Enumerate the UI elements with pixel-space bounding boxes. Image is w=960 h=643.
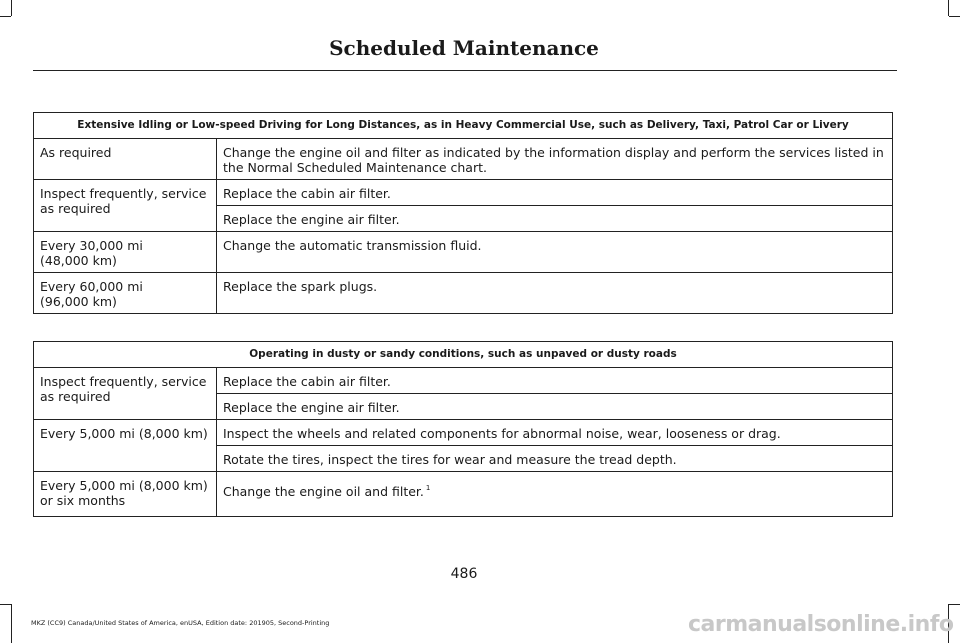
page-number: 486 [450,566,478,582]
title-divider [33,70,897,71]
action-cell: Rotate the tires, inspect the tires for wear and measure the tread depth. [217,446,893,472]
action-cell: Replace the engine air filter. [217,206,893,232]
interval-line: Every 60,000 mi [40,279,143,294]
maintenance-table-idling [33,112,893,314]
action-cell: Replace the cabin air filter. [217,180,893,206]
action-cell: Replace the spark plugs. [217,273,893,314]
crop-mark-bottom-right [949,604,960,605]
table-row [34,472,893,517]
interval-cell [34,472,217,517]
action-cell: Change the engine oil and filter as indicated by the information display and perform the services listed in the Normal Scheduled Maintenance chart. [217,139,893,180]
table-header: Extensive Idling or Low-speed Driving for Long Distances, as in Heavy Commercial Use, such as Delivery, Taxi, Patrol Car or Livery [34,113,893,139]
maintenance-table-dusty [33,341,893,517]
interval-cell [34,232,217,273]
action-cell: Inspect the wheels and related components for abnormal noise, wear, looseness or drag. [217,420,893,446]
interval-line: (96,000 km) [40,294,117,309]
interval-cell: Inspect frequently, service as required [34,180,217,232]
edition-footer: MKZ (CC9) Canada/United States of America, enUSA, Edition date: 201905, Second-Printing [31,619,330,627]
table-row [34,420,893,446]
crop-mark-bottom-left [0,604,11,605]
table-row [34,273,893,314]
interval-cell: Inspect frequently, service as required [34,368,217,420]
table-row [34,232,893,273]
interval-line: or six months [40,493,126,508]
action-cell [217,472,893,517]
watermark: carmanualsonline.info [688,612,954,637]
table-row [34,139,893,180]
page-title: Scheduled Maintenance [329,36,599,60]
table-row [34,180,893,206]
table-row [34,368,893,394]
crop-mark-bottom-left [11,604,12,643]
action-cell: Replace the cabin air filter. [217,368,893,394]
action-cell: Change the automatic transmission fluid. [217,232,893,273]
interval-line: Every 5,000 mi (8,000 km) [40,478,208,493]
interval-cell: As required [34,139,217,180]
crop-mark-top-right [949,16,960,17]
footnote-marker: 1 [425,484,431,492]
interval-line: Every 30,000 mi [40,238,143,253]
action-cell: Replace the engine air filter. [217,394,893,420]
crop-mark-top-right [948,0,949,16]
interval-cell: Every 5,000 mi (8,000 km) [34,420,217,472]
table-header: Operating in dusty or sandy conditions, such as unpaved or dusty roads [34,342,893,368]
interval-cell [34,273,217,314]
interval-line: (48,000 km) [40,253,117,268]
action-text: Change the engine oil and filter. [223,484,424,499]
crop-mark-top-left [0,16,11,17]
crop-mark-top-left [11,0,12,16]
